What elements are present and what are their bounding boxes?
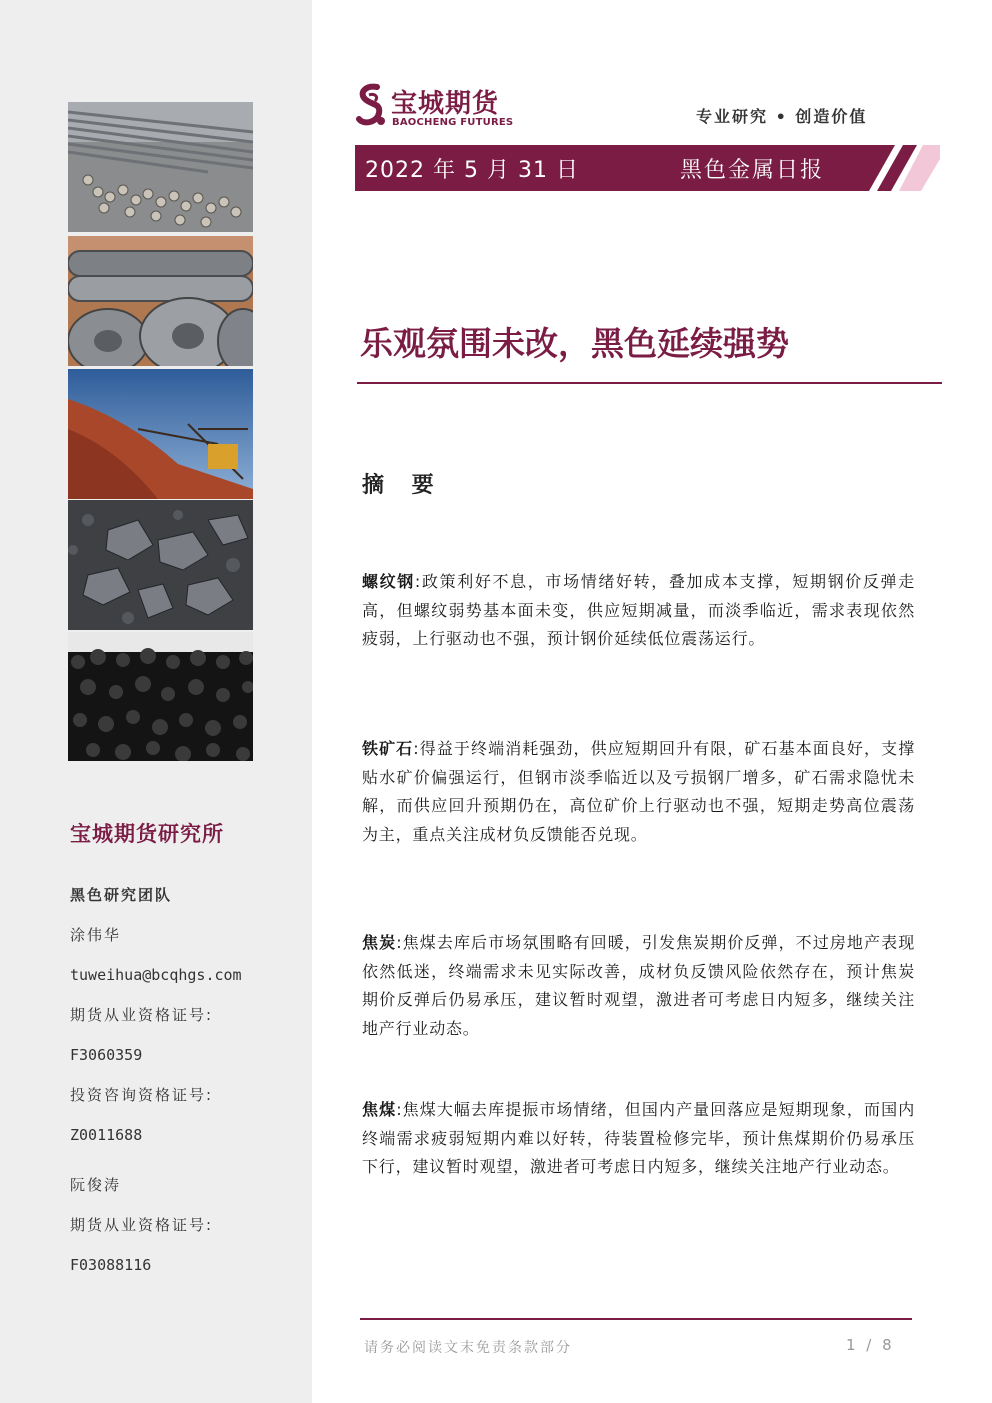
analyst-name: 涂伟华 — [70, 926, 122, 944]
abstract-heading: 摘 要 — [362, 472, 444, 498]
coke-photo — [68, 500, 253, 630]
rebar-paragraph — [362, 568, 915, 654]
iron-ore-stockpile-photo — [68, 369, 253, 499]
investment-qualification-label: 投资咨询资格证号: — [70, 1086, 214, 1104]
futures-qualification-id: F03088116 — [70, 1256, 152, 1274]
paragraph-tag: 焦炭 — [362, 933, 397, 952]
steel-coil-photo — [68, 236, 253, 366]
report-date: 2022 年 5 月 31 日 — [365, 158, 579, 183]
paragraph-text: 得益于终端消耗强劲，供应短期回升有限，矿石基本面良好，支撑贴水矿价偏强运行，但钢市淡季临近以及亏损钢厂增多，矿石需求隐忧未解，而供应回升预期仍在，高位矿价上行驱动也不强，短期走势高位震荡为主，重点关注成材负反馈能否兑现。 — [362, 739, 915, 844]
contact-block — [70, 878, 300, 1288]
page-number: 1 / 8 — [846, 1336, 895, 1354]
footer-divider — [360, 1318, 912, 1320]
futures-qualification-label: 期货从业资格证号: — [70, 1006, 214, 1024]
paragraph-tag: 焦煤 — [362, 1100, 397, 1119]
team-name: 黑色研究团队 — [70, 886, 173, 904]
paragraph-separator: : — [413, 739, 420, 758]
logo-en-text: BAOCHENG FUTURES — [392, 117, 514, 128]
report-type: 黑色金属日报 — [680, 158, 825, 183]
report-banner — [355, 145, 940, 191]
disclaimer-note: 请务必阅读文末免责条款部分 — [364, 1340, 572, 1356]
paragraph-separator: : — [396, 1100, 403, 1119]
paragraph-text: 焦煤去库后市场氛围略有回暖，引发焦炭期价反弹，不过房地产表现依然低迷，终端需求未见实际改善，成材负反馈风险依然存在，预计焦炭期价反弹后仍易承压，建议暂时观望，激进者可考虑日内短多，继续关注地产行业动态。 — [362, 933, 915, 1038]
paragraph-tag: 铁矿石 — [362, 739, 414, 758]
logo-cn-text: 宝城期货 — [391, 89, 500, 119]
paragraph-tag: 螺纹钢 — [362, 572, 415, 591]
iron-ore-paragraph — [362, 735, 915, 849]
title-divider — [357, 382, 942, 384]
paragraph-text: 焦煤大幅去库提振市场情绪，但国内产量回落应是短期现象，而国内终端需求疲弱短期内难以好转，待装置检修完毕，预计焦煤期价仍易承压下行，建议暂时观望，激进者可考虑日内短多，继续关注地产行业动态。 — [362, 1100, 915, 1176]
coking-coal-photo — [68, 632, 253, 761]
paragraph-separator: : — [396, 933, 403, 952]
paragraph-text: 政策利好不息，市场情绪好转，叠加成本支撑，短期钢价反弹走高，但螺纹弱势基本面未变，供应短期减量，而淡季临近，需求表现依然疲弱，上行驱动也不强，预计钢价延续低位震荡运行。 — [362, 572, 915, 648]
investment-qualification-id: Z0011688 — [70, 1126, 143, 1144]
futures-qualification-id: F3060359 — [70, 1046, 143, 1064]
rebar-photo — [68, 102, 253, 232]
analyst-email[interactable]: tuweihua@bcqhgs.com — [70, 966, 242, 984]
coke-paragraph — [362, 929, 915, 1043]
sidebar — [0, 0, 312, 1403]
futures-qualification-label: 期货从业资格证号: — [70, 1216, 214, 1234]
institute-name: 宝城期货研究所 — [70, 822, 224, 846]
logo-mark-icon — [355, 83, 389, 129]
report-title: 乐观氛围未改，黑色延续强势 — [360, 324, 789, 363]
analyst-name: 阮俊涛 — [70, 1176, 122, 1194]
slogan: 专业研究 • 创造价值 — [696, 107, 868, 126]
coking-coal-paragraph — [362, 1096, 915, 1182]
company-logo — [355, 83, 525, 131]
paragraph-separator: : — [414, 572, 422, 591]
